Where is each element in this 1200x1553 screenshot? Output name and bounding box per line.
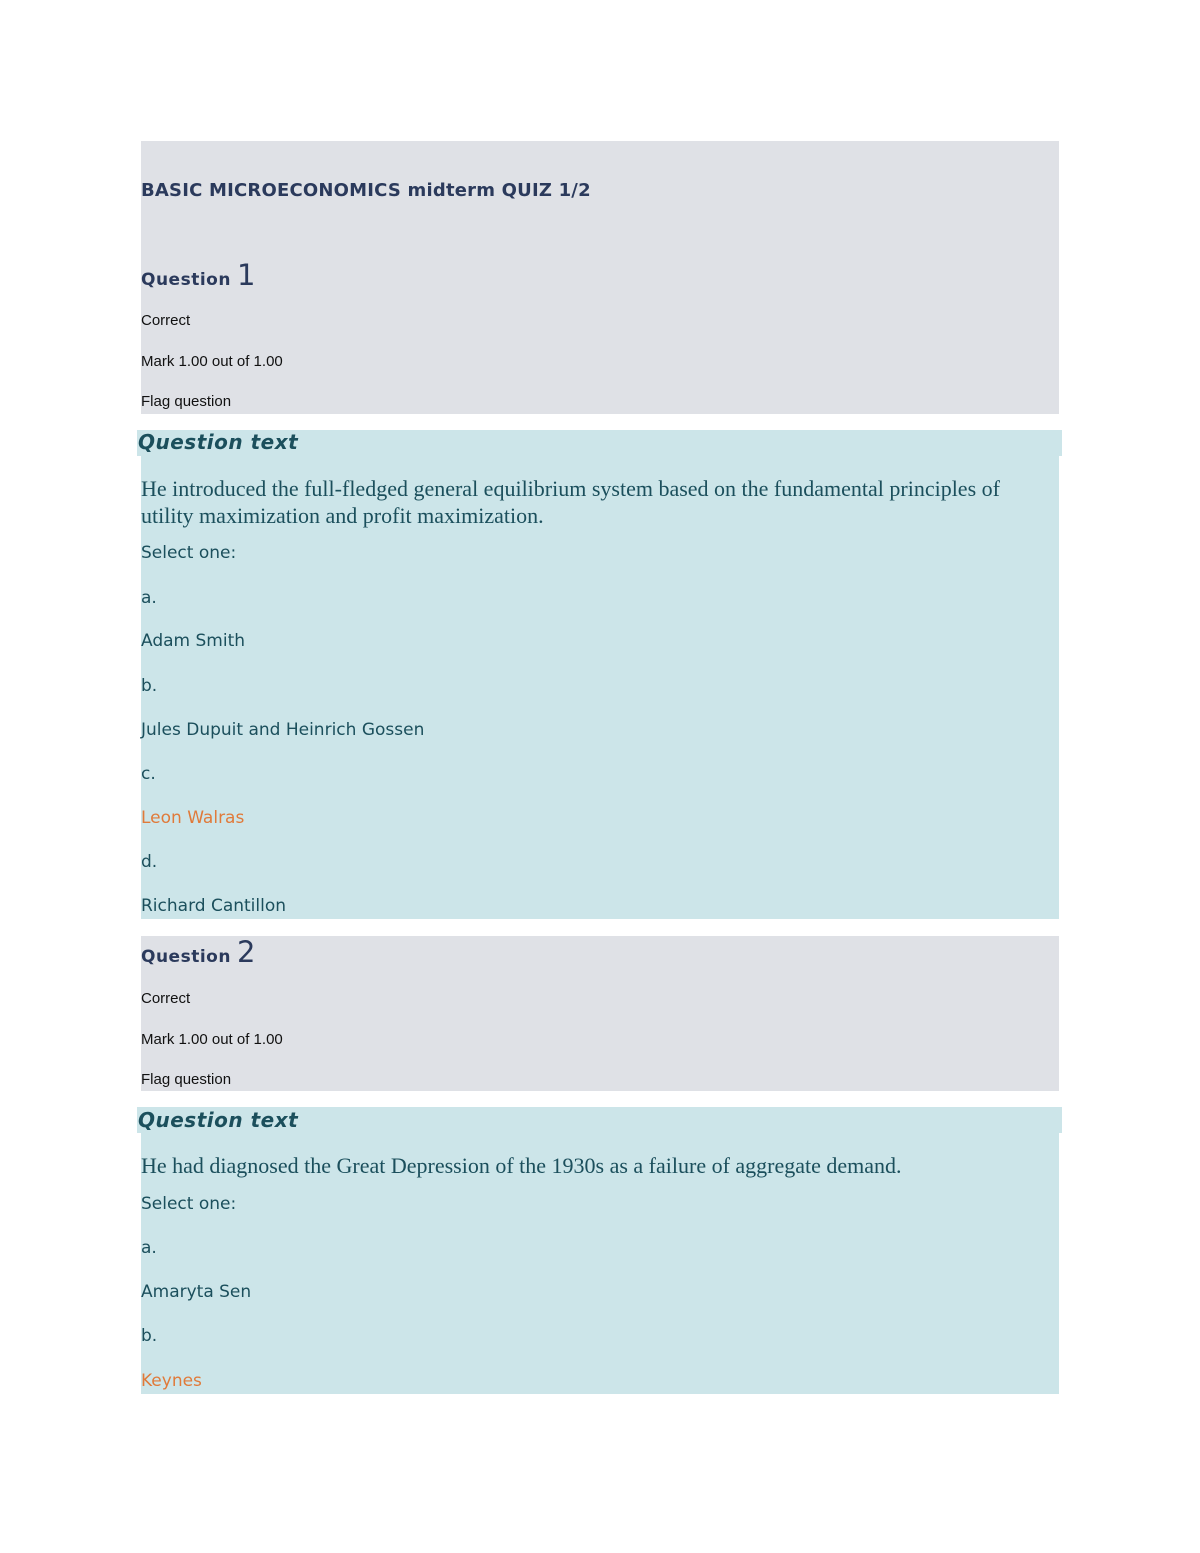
question-1-status: Correct xyxy=(141,312,191,329)
question-1-option-c-letter[interactable]: c. xyxy=(141,764,156,784)
question-1-option-d-letter[interactable]: d. xyxy=(141,852,158,872)
question-1-select-label: Select one: xyxy=(141,543,237,563)
question-1-option-a[interactable]: Adam Smith xyxy=(141,631,246,651)
question-number: 1 xyxy=(236,258,256,292)
question-label: Question xyxy=(141,270,231,290)
question-2-option-b-letter[interactable]: b. xyxy=(141,1326,158,1346)
document-title: BASIC MICROECONOMICS midterm QUIZ 1/2 xyxy=(141,180,591,201)
question-1-heading xyxy=(141,258,255,292)
question-2-mark: Mark 1.00 out of 1.00 xyxy=(141,1031,283,1048)
question-number: 2 xyxy=(236,935,256,969)
question-2-info-panel xyxy=(141,936,1059,1091)
question-1-prompt: He introduced the full-fledged general equilibrium system based on the fundamental principles of utility maximization and profit maximization. xyxy=(141,476,1000,528)
question-2-heading xyxy=(141,935,255,969)
question-1-flag[interactable]: Flag question xyxy=(141,393,232,410)
question-1-option-b[interactable]: Jules Dupuit and Heinrich Gossen xyxy=(141,720,425,740)
question-2-option-a-letter[interactable]: a. xyxy=(141,1238,157,1258)
question-1-text-heading: Question text xyxy=(138,430,299,454)
question-1-option-a-letter[interactable]: a. xyxy=(141,588,157,608)
question-2-option-a[interactable]: Amaryta Sen xyxy=(141,1282,252,1302)
question-1-option-c-selected[interactable]: Leon Walras xyxy=(141,808,245,828)
question-2-status: Correct xyxy=(141,990,191,1007)
question-2-flag[interactable]: Flag question xyxy=(141,1071,232,1088)
question-2-select-label: Select one: xyxy=(141,1194,237,1214)
question-1-option-b-letter[interactable]: b. xyxy=(141,676,158,696)
question-1-mark: Mark 1.00 out of 1.00 xyxy=(141,353,283,370)
question-label: Question xyxy=(141,947,231,967)
question-2-prompt: He had diagnosed the Great Depression of the 1930s as a failure of aggregate demand. xyxy=(141,1153,902,1178)
question-2-text-heading: Question text xyxy=(138,1108,299,1132)
question-2-option-b-selected[interactable]: Keynes xyxy=(141,1371,202,1391)
question-1-option-d[interactable]: Richard Cantillon xyxy=(141,896,287,916)
